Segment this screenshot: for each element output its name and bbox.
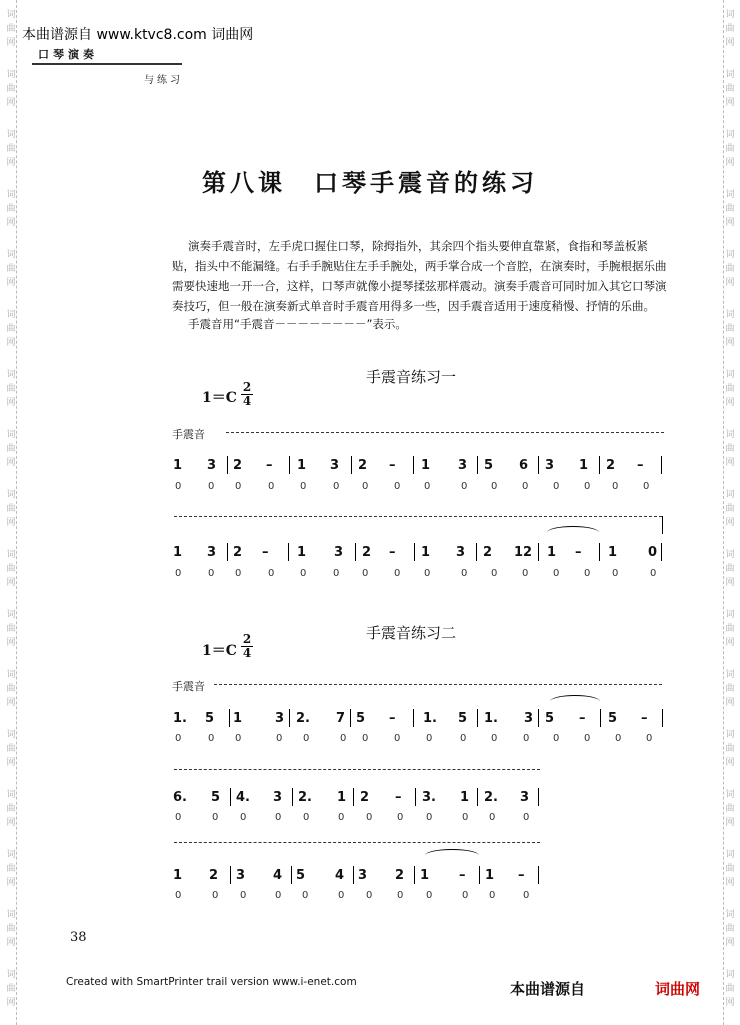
exercise-1-key: 1＝C [202, 390, 237, 406]
jianpu-note: 1 [297, 545, 307, 560]
fingering-zero: 0 [584, 568, 591, 579]
fingering-zero: 0 [424, 481, 431, 492]
jianpu-note: – [575, 545, 582, 560]
margin-watermark: 词 曲 网 [725, 490, 735, 528]
jianpu-note: – [395, 790, 402, 805]
jianpu-note: 0 [648, 545, 658, 560]
fingering-zero: 0 [426, 812, 433, 823]
fingering-zero: 0 [553, 568, 560, 579]
jianpu-note: 6. [173, 790, 187, 805]
fingering-zero: 0 [523, 812, 530, 823]
jianpu-note: 3 [458, 458, 468, 473]
fingering-zero: 0 [175, 890, 182, 901]
fingering-zero: 0 [646, 733, 653, 744]
barline [476, 543, 477, 561]
exercise-2-time-signature [241, 633, 253, 660]
jianpu-note: 3 [545, 458, 555, 473]
fingering-zero: 0 [240, 890, 247, 901]
jianpu-note: 5 [458, 711, 468, 726]
barline [538, 456, 539, 474]
barline [351, 456, 352, 474]
fingering-zero: 0 [612, 481, 619, 492]
fingering-zero: 0 [276, 733, 283, 744]
margin-watermark: 词 曲 网 [725, 670, 735, 708]
fingering-zero: 0 [208, 733, 215, 744]
barline [600, 709, 601, 727]
jianpu-note: – [389, 545, 396, 560]
margin-watermark: 词 曲 网 [725, 790, 735, 828]
barline [477, 456, 478, 474]
jianpu-note: 1 [421, 545, 431, 560]
fingering-zero: 0 [268, 481, 275, 492]
jianpu-note: 1 [337, 790, 347, 805]
jianpu-note: 2 [233, 545, 243, 560]
jianpu-note: 5 [484, 458, 494, 473]
jianpu-note: 1 [420, 868, 430, 883]
fingering-zero: 0 [300, 568, 307, 579]
jianpu-note: – [389, 711, 396, 726]
exercise-2-title: 手震音练习二 [366, 624, 457, 642]
fingering-zero: 0 [303, 812, 310, 823]
margin-watermark: 词 曲 网 [725, 130, 735, 168]
jianpu-note: – [637, 458, 644, 473]
barline [350, 709, 351, 727]
jianpu-note: 3 [334, 545, 344, 560]
jianpu-note: 1 [173, 458, 183, 473]
fingering-zero: 0 [643, 481, 650, 492]
lesson-paragraph: 演奏手震音时，左手虎口握住口琴，除拇指外，其余四个指头要伸直靠紧，食指和琴盖板紧贴，指头中不能漏缝。右手手腕贴住左手手腕处，两手掌合成一个音腔，在演奏时，手腕根据乐曲需要快速地一开一合，这样，口琴声就像小提琴揉弦那样震动。演奏手震音可同时加入其它口琴演奏技巧，但一般在演奏新式单音时手震音用得多一些，因手震音适用于速度稍慢、抒情的乐曲。 [172, 239, 667, 313]
jianpu-note: 3 [275, 711, 285, 726]
fingering-zero: 0 [553, 481, 560, 492]
jianpu-note: 2 [233, 458, 243, 473]
jianpu-note: – [579, 711, 586, 726]
barline [415, 788, 416, 806]
fingering-zero: 0 [212, 890, 219, 901]
barline-tick [662, 516, 663, 534]
fingering-zero: 0 [300, 481, 307, 492]
jianpu-note: – [262, 545, 269, 560]
fingering-zero: 0 [397, 890, 404, 901]
fingering-zero: 0 [175, 481, 182, 492]
jianpu-note: 2 [209, 868, 219, 883]
footer-created: Created with SmartPrinter trail version www.i-enet.com [66, 976, 357, 988]
barline [414, 866, 415, 884]
fingering-zero: 0 [366, 890, 373, 901]
jianpu-note: 2. [296, 711, 310, 726]
book-header: 口琴演奏 [38, 48, 98, 61]
fingering-zero: 0 [338, 812, 345, 823]
exercise-2-time-bottom: 4 [242, 646, 252, 660]
fingering-zero: 0 [338, 890, 345, 901]
vibrato-dashed-line [214, 684, 662, 685]
margin-watermark: 词 曲 网 [6, 10, 16, 48]
margin-watermark: 词 曲 网 [6, 130, 16, 168]
tie-arc [550, 695, 600, 708]
fingering-zero: 0 [175, 812, 182, 823]
jianpu-note: 1 [173, 545, 183, 560]
fingering-zero: 0 [523, 890, 530, 901]
jianpu-note: 5 [205, 711, 215, 726]
fingering-zero: 0 [333, 568, 340, 579]
exercise-1-vibrato-label: 手震音 [172, 428, 205, 441]
margin-watermark: 词 曲 网 [725, 430, 735, 468]
jianpu-note: 4 [335, 868, 345, 883]
fingering-zero: 0 [462, 890, 469, 901]
barline [661, 543, 662, 561]
barline [292, 788, 293, 806]
footer-site: 词曲网 [655, 980, 701, 998]
header-divider [32, 63, 182, 65]
barline [538, 788, 539, 806]
fingering-zero: 0 [426, 733, 433, 744]
barline [227, 543, 228, 561]
margin-watermark: 词 曲 网 [6, 730, 16, 768]
barline [229, 709, 230, 727]
margin-watermark: 词 曲 网 [725, 10, 735, 48]
barline [353, 788, 354, 806]
margin-watermark: 词 曲 网 [725, 550, 735, 588]
fingering-zero: 0 [212, 812, 219, 823]
margin-watermark: 词 曲 网 [725, 910, 735, 948]
fingering-zero: 0 [491, 733, 498, 744]
barline [413, 456, 414, 474]
fingering-zero: 0 [522, 481, 529, 492]
vibrato-dashed-line [226, 432, 664, 433]
fingering-zero: 0 [612, 568, 619, 579]
fingering-zero: 0 [208, 481, 215, 492]
fingering-zero: 0 [615, 733, 622, 744]
vibrato-dashed-line [174, 516, 662, 517]
barline [599, 456, 600, 474]
jianpu-note: 5 [356, 711, 366, 726]
notation-note: 手震音用“手震音－－－－－－－－”表示。 [188, 317, 407, 331]
book-subheader: 与练习 [144, 75, 183, 86]
fingering-zero: 0 [491, 568, 498, 579]
barline [538, 866, 539, 884]
margin-watermark: 词 曲 网 [6, 250, 16, 288]
margin-watermark: 词 曲 网 [6, 910, 16, 948]
fingering-zero: 0 [461, 481, 468, 492]
fingering-zero: 0 [175, 733, 182, 744]
jianpu-note: 6 [519, 458, 529, 473]
jianpu-note: – [459, 868, 466, 883]
jianpu-note: 1 [297, 458, 307, 473]
fingering-zero: 0 [584, 733, 591, 744]
jianpu-note: 2 [362, 545, 372, 560]
jianpu-note: 2 [483, 545, 493, 560]
fingering-zero: 0 [268, 568, 275, 579]
jianpu-note: 4. [236, 790, 250, 805]
fingering-zero: 0 [523, 733, 530, 744]
fingering-zero: 0 [235, 568, 242, 579]
jianpu-note: 5 [608, 711, 618, 726]
margin-watermark: 词 曲 网 [6, 670, 16, 708]
fingering-zero: 0 [333, 481, 340, 492]
barline [355, 543, 356, 561]
fingering-zero: 0 [362, 481, 369, 492]
fingering-zero: 0 [489, 890, 496, 901]
jianpu-note: 5 [545, 711, 555, 726]
jianpu-note: 3 [236, 868, 246, 883]
jianpu-note: 1 [460, 790, 470, 805]
fingering-zero: 0 [522, 568, 529, 579]
jianpu-note: – [266, 458, 273, 473]
barline [538, 709, 539, 727]
margin-watermark: 词 曲 网 [6, 610, 16, 648]
barline [230, 866, 231, 884]
fingering-zero: 0 [240, 812, 247, 823]
barline [599, 543, 600, 561]
jianpu-note: 1. [484, 711, 498, 726]
margin-watermark: 词 曲 网 [725, 970, 735, 1008]
margin-watermark: 词 曲 网 [6, 790, 16, 828]
barline [414, 543, 415, 561]
exercise-1-time-top: 2 [242, 380, 252, 394]
barline [230, 788, 231, 806]
jianpu-note: 2 [606, 458, 616, 473]
fingering-zero: 0 [650, 568, 657, 579]
jianpu-note: 3. [422, 790, 436, 805]
fingering-zero: 0 [462, 812, 469, 823]
margin-watermark: 词 曲 网 [6, 850, 16, 888]
margin-watermark: 词 曲 网 [6, 70, 16, 108]
jianpu-note: 3 [456, 545, 466, 560]
exercise-2-key: 1＝C [202, 643, 237, 659]
jianpu-note: 5 [296, 868, 306, 883]
barline [413, 709, 414, 727]
fingering-zero: 0 [424, 568, 431, 579]
margin-watermark: 词 曲 网 [725, 310, 735, 348]
jianpu-note: 2. [298, 790, 312, 805]
tie-arc [425, 849, 479, 862]
vibrato-dashed-line [174, 842, 540, 843]
barline [479, 866, 480, 884]
barline [353, 866, 354, 884]
margin-watermark: 词 曲 网 [725, 370, 735, 408]
barline [227, 456, 228, 474]
jianpu-note: 5 [211, 790, 221, 805]
jianpu-note: 1. [423, 711, 437, 726]
margin-watermark: 词 曲 网 [6, 970, 16, 1008]
margin-watermark: 词 曲 网 [6, 310, 16, 348]
jianpu-note: 3 [520, 790, 530, 805]
jianpu-note: 2. [484, 790, 498, 805]
fingering-zero: 0 [366, 812, 373, 823]
jianpu-note: 3 [273, 790, 283, 805]
jianpu-note: 3 [330, 458, 340, 473]
fingering-zero: 0 [489, 812, 496, 823]
jianpu-note: 7 [336, 711, 346, 726]
jianpu-note: 1 [173, 868, 183, 883]
barline [661, 456, 662, 474]
fingering-zero: 0 [340, 733, 347, 744]
barline [289, 709, 290, 727]
fingering-zero: 0 [303, 733, 310, 744]
jianpu-note: 3 [524, 711, 534, 726]
jianpu-note: 1 [485, 868, 495, 883]
jianpu-note: 1 [421, 458, 431, 473]
barline [477, 788, 478, 806]
jianpu-note: – [518, 868, 525, 883]
jianpu-note: 3 [207, 545, 217, 560]
jianpu-note: 1 [608, 545, 618, 560]
exercise-1-title: 手震音练习一 [366, 368, 457, 386]
jianpu-note: – [389, 458, 396, 473]
barline [538, 543, 539, 561]
margin-watermark: 词 曲 网 [6, 430, 16, 468]
fingering-zero: 0 [491, 481, 498, 492]
fingering-zero: 0 [460, 733, 467, 744]
margin-watermark: 词 曲 网 [6, 490, 16, 528]
lesson-title: 第八课 口琴手震音的练习 [202, 169, 538, 197]
jianpu-note: – [641, 711, 648, 726]
fingering-zero: 0 [302, 890, 309, 901]
fingering-zero: 0 [362, 733, 369, 744]
barline [291, 866, 292, 884]
fingering-zero: 0 [175, 568, 182, 579]
fingering-zero: 0 [426, 890, 433, 901]
margin-watermark: 词 曲 网 [725, 730, 735, 768]
fingering-zero: 0 [235, 733, 242, 744]
exercise-1-time-signature [241, 381, 253, 408]
fingering-zero: 0 [553, 733, 560, 744]
fingering-zero: 0 [208, 568, 215, 579]
fingering-zero: 0 [461, 568, 468, 579]
jianpu-note: 4 [273, 868, 283, 883]
barline [662, 709, 663, 727]
jianpu-note: 1 [233, 711, 243, 726]
page-number: 38 [70, 930, 87, 945]
margin-watermark: 词 曲 网 [6, 370, 16, 408]
fingering-zero: 0 [584, 481, 591, 492]
jianpu-note: 1 [547, 545, 557, 560]
barline [477, 709, 478, 727]
fingering-zero: 0 [275, 812, 282, 823]
jianpu-note: 1 [579, 458, 589, 473]
margin-watermark: 词 曲 网 [6, 190, 16, 228]
exercise-1-time-bottom: 4 [242, 394, 252, 408]
fingering-zero: 0 [394, 733, 401, 744]
jianpu-note: 1. [173, 711, 187, 726]
exercise-2-vibrato-label: 手震音 [172, 680, 205, 693]
source-header: 本曲谱源自 www.ktvc8.com 词曲网 [22, 27, 254, 43]
footer-source: 本曲谱源自 [510, 980, 586, 998]
tie-arc [547, 526, 599, 539]
jianpu-note: 2 [358, 458, 368, 473]
fingering-zero: 0 [394, 481, 401, 492]
fingering-zero: 0 [397, 812, 404, 823]
jianpu-note: 2 [360, 790, 370, 805]
fingering-zero: 0 [394, 568, 401, 579]
margin-watermark: 词 曲 网 [725, 610, 735, 648]
exercise-2-time-top: 2 [242, 632, 252, 646]
vibrato-dashed-line [174, 769, 540, 770]
fingering-zero: 0 [362, 568, 369, 579]
barline [289, 456, 290, 474]
margin-watermark: 词 曲 网 [725, 250, 735, 288]
margin-watermark: 词 曲 网 [725, 70, 735, 108]
margin-watermark: 词 曲 网 [725, 850, 735, 888]
margin-watermark: 词 曲 网 [6, 550, 16, 588]
jianpu-note: 3 [207, 458, 217, 473]
jianpu-note: 3 [358, 868, 368, 883]
fingering-zero: 0 [235, 481, 242, 492]
jianpu-note: 2 [395, 868, 405, 883]
fingering-zero: 0 [275, 890, 282, 901]
jianpu-note: 12 [514, 545, 533, 560]
margin-watermark: 词 曲 网 [725, 190, 735, 228]
barline [288, 543, 289, 561]
